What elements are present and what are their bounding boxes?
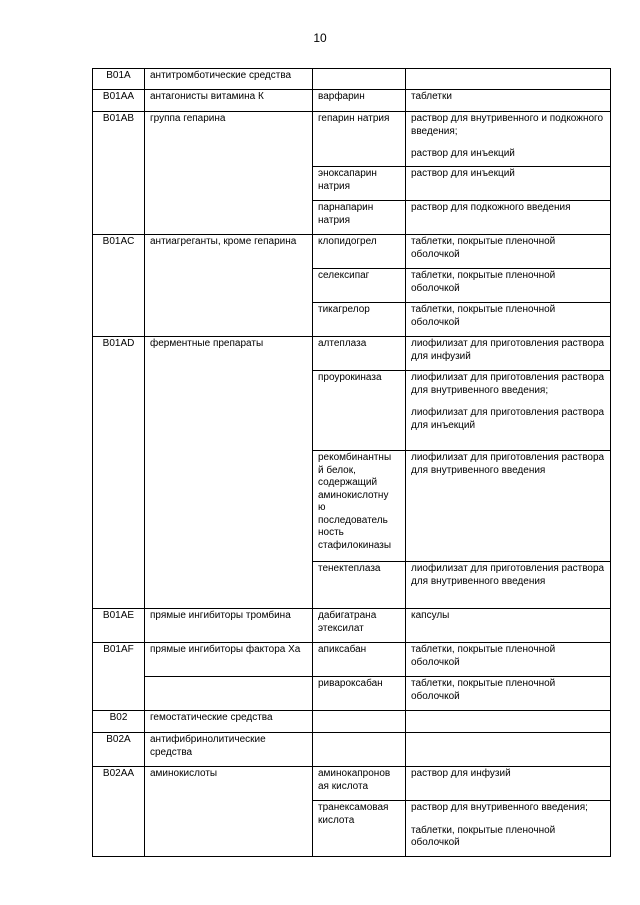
dosage-forms	[406, 451, 611, 562]
dosage-forms	[406, 337, 611, 371]
dosage-forms	[406, 643, 611, 677]
dosage-forms	[406, 303, 611, 337]
dosage-form: раствор для внутривенного и подкожного введения;	[411, 113, 604, 137]
dosage-forms	[406, 69, 611, 90]
table-row	[93, 90, 611, 112]
drug-name: алтеплаза	[313, 337, 406, 371]
atc-code: B01A	[93, 69, 145, 90]
table-row	[93, 337, 611, 371]
drug-name	[313, 711, 406, 733]
drug-name: гепарин натрия	[313, 112, 406, 167]
dosage-form: таблетки, покрытые пленочной оболочкой	[411, 644, 556, 668]
atc-code: B02AA	[93, 767, 145, 857]
drug-name: аминокапронов ая кислота	[313, 767, 406, 801]
drug-name: рекомбинантны й белок, содержащий аминокислотну ю последователь ность стафилокиназы	[313, 451, 406, 562]
dosage-form: таблетки	[411, 91, 452, 102]
dosage-form: раствор для инъекций	[411, 168, 515, 179]
dosage-form: таблетки, покрытые пленочной оболочкой	[411, 304, 556, 328]
dosage-form: лиофилизат для приготовления раствора для внутривенного введения;	[411, 372, 605, 396]
table-body	[93, 69, 611, 857]
dosage-forms	[406, 562, 611, 609]
drug-name: парнапарин натрия	[313, 201, 406, 235]
dosage-form: раствор для подкожного введения	[411, 202, 571, 213]
drug-name: тикагрелор	[313, 303, 406, 337]
drug-name: проурокиназа	[313, 371, 406, 451]
dosage-form: таблетки, покрытые пленочной оболочкой	[411, 678, 556, 702]
drug-classification-table	[92, 68, 611, 857]
dosage-forms	[406, 711, 611, 733]
table-row	[93, 643, 611, 677]
dosage-form: раствор для внутривенного введения;	[411, 802, 588, 813]
dosage-form: таблетки, покрытые пленочной оболочкой	[411, 824, 556, 848]
dosage-forms	[406, 269, 611, 303]
dosage-form: капсулы	[411, 610, 450, 621]
dosage-form: лиофилизат для приготовления раствора для инъекций	[411, 407, 605, 431]
dosage-forms	[406, 371, 611, 451]
dosage-forms	[406, 767, 611, 801]
dosage-form: раствор для инфузий	[411, 768, 511, 779]
atc-code: B01AA	[93, 90, 145, 112]
drug-name: эноксапарин натрия	[313, 167, 406, 201]
group-name: прямые ингибиторы фактора Xa	[145, 643, 313, 677]
table-row	[93, 609, 611, 643]
dosage-forms	[406, 235, 611, 269]
drug-name: клопидогрел	[313, 235, 406, 269]
atc-code: B01AC	[93, 235, 145, 337]
dosage-forms	[406, 677, 611, 711]
page-number: 10	[313, 31, 327, 45]
drug-name	[313, 733, 406, 767]
table-row	[93, 711, 611, 733]
table-row	[93, 677, 611, 711]
drug-name: селексипаг	[313, 269, 406, 303]
dosage-forms	[406, 609, 611, 643]
group-name: антагонисты витамина К	[145, 90, 313, 112]
table-row	[93, 112, 611, 167]
group-name: прямые ингибиторы тромбина	[145, 609, 313, 643]
drug-name: тенектеплаза	[313, 562, 406, 609]
dosage-forms	[406, 801, 611, 857]
dosage-forms	[406, 112, 611, 167]
dosage-form: лиофилизат для приготовления раствора для инфузий	[411, 338, 605, 362]
table-row	[93, 69, 611, 90]
drug-name: апиксабан	[313, 643, 406, 677]
table-row	[93, 235, 611, 269]
dosage-forms	[406, 201, 611, 235]
dosage-forms	[406, 167, 611, 201]
table-row	[93, 767, 611, 801]
group-name: ферментные препараты	[145, 337, 313, 609]
atc-code: B02	[93, 711, 145, 733]
dosage-form: таблетки, покрытые пленочной оболочкой	[411, 236, 556, 260]
drug-name: варфарин	[313, 90, 406, 112]
drug-name: ривароксабан	[313, 677, 406, 711]
atc-code: B01AF	[93, 643, 145, 711]
drug-name: дабигатрана этексилат	[313, 609, 406, 643]
atc-code: B01AE	[93, 609, 145, 643]
group-name: группа гепарина	[145, 112, 313, 235]
group-name: аминокислоты	[145, 767, 313, 857]
group-name	[145, 677, 313, 711]
table-row	[93, 733, 611, 767]
group-name: антиагреганты, кроме гепарина	[145, 235, 313, 337]
atc-code: B01AD	[93, 337, 145, 609]
dosage-forms	[406, 733, 611, 767]
drug-name: транексамовая кислота	[313, 801, 406, 857]
dosage-form: раствор для инъекций	[411, 148, 515, 159]
dosage-form: лиофилизат для приготовления раствора для внутривенного введения	[411, 452, 605, 476]
group-name: антифибринолитические средства	[145, 733, 313, 767]
dosage-form: таблетки, покрытые пленочной оболочкой	[411, 270, 556, 294]
drug-name	[313, 69, 406, 90]
dosage-forms	[406, 90, 611, 112]
group-name: гемостатические средства	[145, 711, 313, 733]
atc-code: B01AB	[93, 112, 145, 235]
dosage-form: лиофилизат для приготовления раствора для внутривенного введения	[411, 563, 605, 587]
group-name: антитромботические средства	[145, 69, 313, 90]
atc-code: B02A	[93, 733, 145, 767]
